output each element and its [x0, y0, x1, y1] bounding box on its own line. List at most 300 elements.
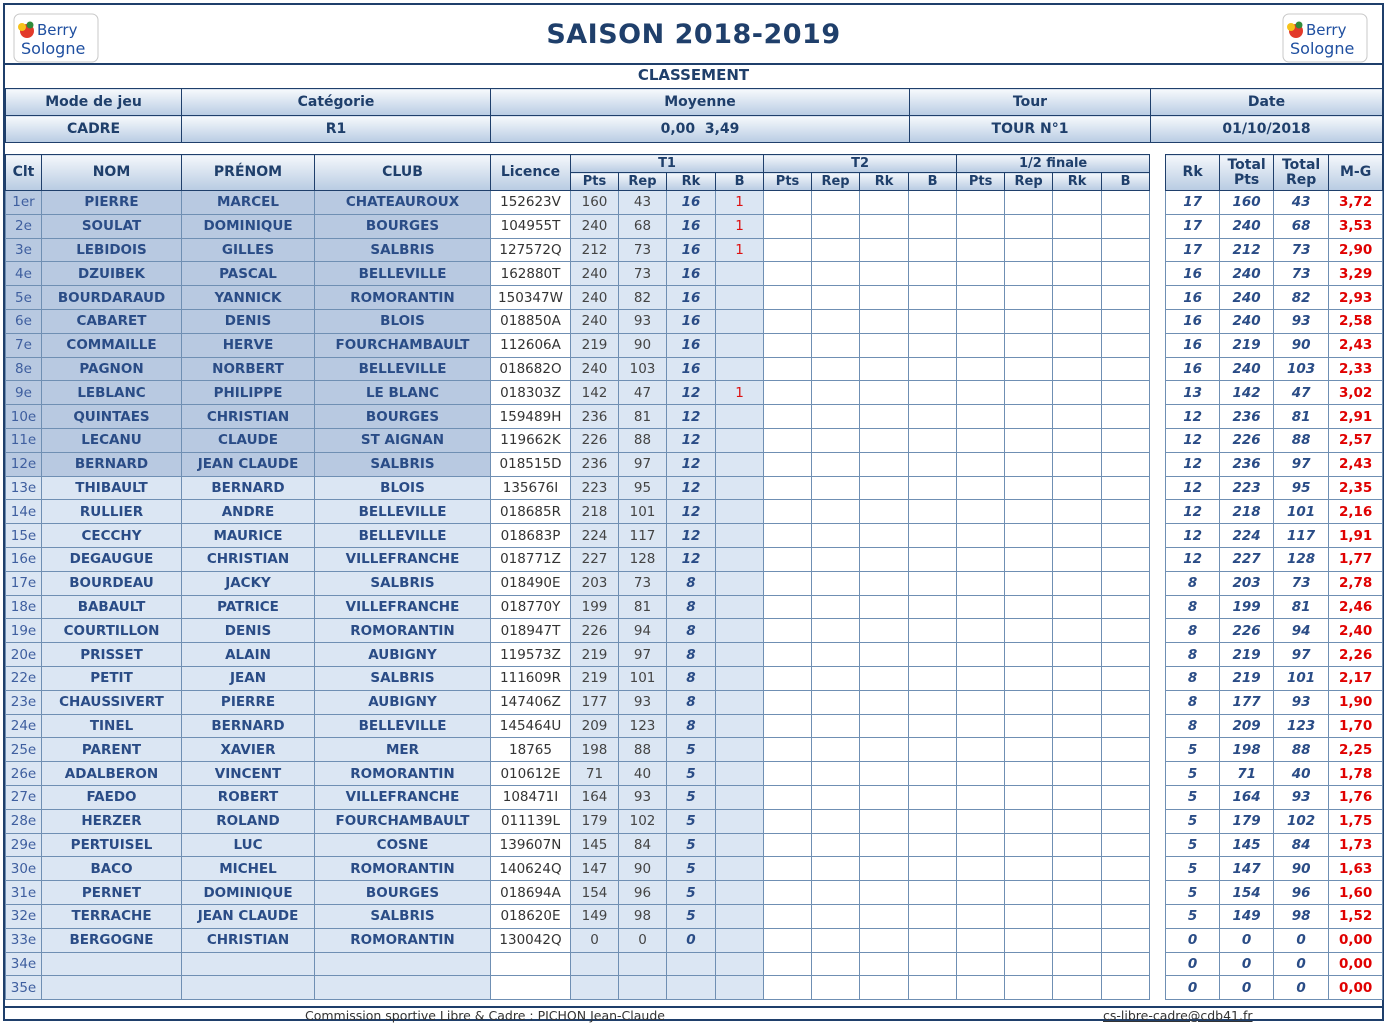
rk-total-cell: 16	[1166, 357, 1220, 381]
club-cell: ROMORANTIN	[315, 619, 491, 643]
nom-cell: BOURDARAUD	[42, 286, 182, 310]
t2-b-cell	[909, 286, 957, 310]
prenom-cell: PASCAL	[182, 262, 315, 286]
half-pts-cell	[957, 428, 1005, 452]
table-row	[6, 476, 1383, 500]
half-b-cell	[1102, 476, 1150, 500]
gap-cell	[1150, 524, 1166, 548]
t1-rk-cell: 12	[667, 381, 716, 405]
t2-pts-cell	[764, 952, 812, 976]
rk-total-cell: 5	[1166, 881, 1220, 905]
gap-cell	[1150, 714, 1166, 738]
t2-rep-cell	[812, 476, 860, 500]
t1-rep-cell: 73	[619, 262, 667, 286]
gap-cell	[1150, 405, 1166, 429]
t1-pts-cell: 240	[571, 357, 619, 381]
prenom-cell: BERNARD	[182, 714, 315, 738]
rank-cell: 7e	[6, 333, 42, 357]
t1-rep-cell: 73	[619, 571, 667, 595]
rank-cell: 4e	[6, 262, 42, 286]
total-rep-cell: 96	[1274, 881, 1329, 905]
t1-pts-cell: 240	[571, 309, 619, 333]
t1-pts-cell: 227	[571, 547, 619, 571]
club-cell: SALBRIS	[315, 571, 491, 595]
t1-rk-cell: 5	[667, 833, 716, 857]
nom-cell: BACO	[42, 857, 182, 881]
half-pts-cell	[957, 476, 1005, 500]
total-pts-cell: 71	[1220, 762, 1274, 786]
t2-pts-cell	[764, 904, 812, 928]
nom-cell: THIBAULT	[42, 476, 182, 500]
info-label-date: Date	[1151, 89, 1383, 116]
t2-rk-cell	[860, 547, 909, 571]
t1-rk-cell: 8	[667, 619, 716, 643]
t2-b-cell	[909, 405, 957, 429]
prenom-cell: MAURICE	[182, 524, 315, 548]
t2-b-cell	[909, 714, 957, 738]
rank-cell: 28e	[6, 809, 42, 833]
half-b-cell	[1102, 785, 1150, 809]
rank-cell: 23e	[6, 690, 42, 714]
club-cell: BELLEVILLE	[315, 262, 491, 286]
club-cell: BOURGES	[315, 405, 491, 429]
club-cell: AUBIGNY	[315, 643, 491, 667]
half-rk-cell	[1053, 262, 1102, 286]
half-rk-cell	[1053, 785, 1102, 809]
t1-rep-cell: 123	[619, 714, 667, 738]
gap-cell	[1150, 571, 1166, 595]
col-header-nom: NOM	[42, 155, 182, 191]
t1-pts-cell: 145	[571, 833, 619, 857]
t1-pts-cell: 236	[571, 452, 619, 476]
total-pts-line2: Pts	[1233, 171, 1260, 188]
t1-rep-cell: 40	[619, 762, 667, 786]
total-rep-cell: 102	[1274, 809, 1329, 833]
t1-b-cell	[716, 690, 764, 714]
nom-cell: PERNET	[42, 881, 182, 905]
half-pts-cell	[957, 238, 1005, 262]
t2-rep-cell	[812, 381, 860, 405]
total-pts-cell: 147	[1220, 857, 1274, 881]
rank-cell: 22e	[6, 666, 42, 690]
t1-rk-cell: 12	[667, 405, 716, 429]
t1-pts-cell: 212	[571, 238, 619, 262]
total-rep-cell: 88	[1274, 738, 1329, 762]
rk-total-cell: 16	[1166, 286, 1220, 310]
club-cell: VILLEFRANCHE	[315, 547, 491, 571]
half-rep-header: Rep	[1005, 173, 1053, 191]
table-row	[6, 286, 1383, 310]
rk-total-cell: 5	[1166, 809, 1220, 833]
t2-rep-cell	[812, 714, 860, 738]
half-rk-cell	[1053, 976, 1102, 1000]
half-rk-cell	[1053, 881, 1102, 905]
half-pts-cell	[957, 785, 1005, 809]
t2-b-cell	[909, 333, 957, 357]
total-rep-cell: 0	[1274, 952, 1329, 976]
total-rep-cell: 93	[1274, 785, 1329, 809]
t1-pts-cell	[571, 976, 619, 1000]
t1-pts-cell: 164	[571, 785, 619, 809]
rk-total-cell: 0	[1166, 928, 1220, 952]
gap-cell	[1150, 904, 1166, 928]
rk-total-cell: 5	[1166, 904, 1220, 928]
t2-rep-cell	[812, 286, 860, 310]
half-rk-cell	[1053, 428, 1102, 452]
total-pts-cell: 160	[1220, 191, 1274, 215]
half-b-cell	[1102, 904, 1150, 928]
club-cell: ST AIGNAN	[315, 428, 491, 452]
mg-cell: 1,75	[1329, 809, 1383, 833]
prenom-cell: ROBERT	[182, 785, 315, 809]
info-label-average: Moyenne	[491, 89, 910, 116]
club-cell: VILLEFRANCHE	[315, 595, 491, 619]
club-cell: BLOIS	[315, 309, 491, 333]
t2-rk-cell	[860, 952, 909, 976]
t1-b-cell	[716, 286, 764, 310]
rk-total-cell: 12	[1166, 500, 1220, 524]
t2-rk-cell	[860, 809, 909, 833]
half-rep-cell	[1005, 286, 1053, 310]
rank-cell: 14e	[6, 500, 42, 524]
t1-pts-cell: 219	[571, 643, 619, 667]
half-pts-cell	[957, 714, 1005, 738]
t2-b-cell	[909, 833, 957, 857]
t2-b-cell	[909, 476, 957, 500]
t1-rk-cell: 16	[667, 191, 716, 215]
half-b-cell	[1102, 857, 1150, 881]
rk-total-cell: 17	[1166, 214, 1220, 238]
total-rep-cell: 90	[1274, 857, 1329, 881]
page-title: SAISON 2018-2019	[546, 19, 841, 50]
t2-b-cell	[909, 762, 957, 786]
t2-rep-cell	[812, 619, 860, 643]
t2-pts-cell	[764, 286, 812, 310]
half-pts-cell	[957, 333, 1005, 357]
total-rep-cell: 101	[1274, 666, 1329, 690]
gap-cell	[1150, 952, 1166, 976]
logo-word-2: Sologne	[21, 39, 86, 58]
t1-b-cell	[716, 405, 764, 429]
nom-cell: BERNARD	[42, 452, 182, 476]
mg-cell: 3,29	[1329, 262, 1383, 286]
licence-cell: 108471I	[491, 785, 571, 809]
t2-pts-cell	[764, 857, 812, 881]
licence-cell: 018620E	[491, 904, 571, 928]
half-rk-cell	[1053, 904, 1102, 928]
prenom-cell: CHRISTIAN	[182, 928, 315, 952]
footer-email-link[interactable]: cs-libre-cadre@cdb41.fr	[1103, 1008, 1253, 1023]
t2-rk-cell	[860, 286, 909, 310]
prenom-cell	[182, 952, 315, 976]
t2-rep-cell	[812, 452, 860, 476]
licence-cell: 18765	[491, 738, 571, 762]
t2-pts-cell	[764, 738, 812, 762]
half-rk-cell	[1053, 571, 1102, 595]
t1-rk-cell: 8	[667, 714, 716, 738]
total-rep-line2: Rep	[1285, 171, 1317, 188]
prenom-cell: XAVIER	[182, 738, 315, 762]
t2-rk-cell	[860, 690, 909, 714]
t2-pts-cell	[764, 357, 812, 381]
total-pts-cell: 219	[1220, 643, 1274, 667]
rank-cell: 6e	[6, 309, 42, 333]
t2-b-cell	[909, 904, 957, 928]
info-labels-row	[6, 89, 1383, 116]
total-rep-cell: 128	[1274, 547, 1329, 571]
t2-pts-cell	[764, 595, 812, 619]
half-pts-cell	[957, 762, 1005, 786]
total-pts-cell: 209	[1220, 714, 1274, 738]
half-rep-cell	[1005, 904, 1053, 928]
club-cell: FOURCHAMBAULT	[315, 809, 491, 833]
total-rep-cell: 0	[1274, 928, 1329, 952]
t2-rk-cell	[860, 833, 909, 857]
licence-cell: 018515D	[491, 452, 571, 476]
club-cell: BOURGES	[315, 881, 491, 905]
total-rep-cell: 73	[1274, 571, 1329, 595]
nom-cell: PARENT	[42, 738, 182, 762]
rk-total-cell: 0	[1166, 976, 1220, 1000]
t2-pts-header: Pts	[764, 173, 812, 191]
t2-rk-cell	[860, 714, 909, 738]
t2-pts-cell	[764, 476, 812, 500]
half-b-cell	[1102, 238, 1150, 262]
prenom-cell: HERVE	[182, 333, 315, 357]
half-b-cell	[1102, 214, 1150, 238]
gap-cell	[1150, 619, 1166, 643]
t2-pts-cell	[764, 881, 812, 905]
t1-b-cell	[716, 452, 764, 476]
t2-rk-cell	[860, 643, 909, 667]
club-cell: BLOIS	[315, 476, 491, 500]
t1-b-cell	[716, 357, 764, 381]
title-divider	[5, 63, 1382, 65]
t1-b-cell	[716, 476, 764, 500]
prenom-cell: YANNICK	[182, 286, 315, 310]
gap-cell	[1150, 309, 1166, 333]
table-row	[6, 928, 1383, 952]
half-b-cell	[1102, 619, 1150, 643]
nom-cell: PRISSET	[42, 643, 182, 667]
mg-cell: 2,43	[1329, 452, 1383, 476]
half-pts-cell	[957, 857, 1005, 881]
half-b-cell	[1102, 595, 1150, 619]
t1-rk-cell: 12	[667, 500, 716, 524]
half-rk-cell	[1053, 857, 1102, 881]
nom-cell: PAGNON	[42, 357, 182, 381]
t1-rep-cell: 96	[619, 881, 667, 905]
half-pts-cell	[957, 666, 1005, 690]
half-pts-cell	[957, 738, 1005, 762]
t2-b-cell	[909, 928, 957, 952]
half-b-cell	[1102, 809, 1150, 833]
t1-pts-cell: 240	[571, 286, 619, 310]
header-row-1	[6, 155, 1383, 173]
t1-rep-cell	[619, 976, 667, 1000]
t1-rep-cell: 88	[619, 738, 667, 762]
gap-cell	[1150, 286, 1166, 310]
total-pts-cell: 219	[1220, 333, 1274, 357]
prenom-cell: DENIS	[182, 309, 315, 333]
t2-rep-cell	[812, 690, 860, 714]
half-rk-cell	[1053, 405, 1102, 429]
prenom-cell: PHILIPPE	[182, 381, 315, 405]
half-b-cell	[1102, 191, 1150, 215]
nom-cell	[42, 976, 182, 1000]
t1-rep-cell: 81	[619, 595, 667, 619]
t2-rk-cell	[860, 571, 909, 595]
half-rep-cell	[1005, 452, 1053, 476]
t2-pts-cell	[764, 690, 812, 714]
club-cell: ROMORANTIN	[315, 762, 491, 786]
gap-cell	[1150, 833, 1166, 857]
col-header-rk-total: Rk	[1166, 155, 1220, 191]
t1-pts-cell: 240	[571, 214, 619, 238]
table-row	[6, 381, 1383, 405]
t2-rep-cell	[812, 976, 860, 1000]
rank-cell: 35e	[6, 976, 42, 1000]
t2-rep-cell	[812, 928, 860, 952]
licence-cell: 104955T	[491, 214, 571, 238]
table-row	[6, 619, 1383, 643]
half-rk-header: Rk	[1053, 173, 1102, 191]
mg-cell: 2,33	[1329, 357, 1383, 381]
t1-rk-cell: 8	[667, 595, 716, 619]
t2-rk-cell	[860, 357, 909, 381]
t2-b-cell	[909, 571, 957, 595]
rk-total-cell: 16	[1166, 333, 1220, 357]
t2-b-cell	[909, 262, 957, 286]
mg-cell: 2,35	[1329, 476, 1383, 500]
t1-rk-cell: 5	[667, 809, 716, 833]
prenom-cell: JACKY	[182, 571, 315, 595]
mg-cell: 1,78	[1329, 762, 1383, 786]
rk-total-cell: 0	[1166, 952, 1220, 976]
nom-cell: PETIT	[42, 666, 182, 690]
licence-cell: 147406Z	[491, 690, 571, 714]
club-cell	[315, 976, 491, 1000]
gap-cell	[1150, 238, 1166, 262]
prenom-cell: JEAN	[182, 666, 315, 690]
t2-pts-cell	[764, 333, 812, 357]
t2-rep-cell	[812, 405, 860, 429]
t1-pts-cell: 223	[571, 476, 619, 500]
t2-rep-cell	[812, 524, 860, 548]
t2-rep-cell	[812, 357, 860, 381]
t1-pts-cell: 224	[571, 524, 619, 548]
club-cell: VILLEFRANCHE	[315, 785, 491, 809]
t1-rep-cell: 90	[619, 333, 667, 357]
total-rep-cell: 93	[1274, 309, 1329, 333]
t2-b-cell	[909, 238, 957, 262]
ranking-rows	[6, 191, 1383, 1000]
prenom-cell: ALAIN	[182, 643, 315, 667]
t2-rep-cell	[812, 191, 860, 215]
t1-rep-cell: 68	[619, 214, 667, 238]
rank-cell: 30e	[6, 857, 42, 881]
half-rk-cell	[1053, 381, 1102, 405]
t2-rep-cell	[812, 762, 860, 786]
half-rk-cell	[1053, 595, 1102, 619]
total-pts-cell: 218	[1220, 500, 1274, 524]
table-row	[6, 762, 1383, 786]
t1-b-cell	[716, 714, 764, 738]
half-b-cell	[1102, 309, 1150, 333]
t2-pts-cell	[764, 833, 812, 857]
half-rk-cell	[1053, 619, 1102, 643]
licence-cell: 139607N	[491, 833, 571, 857]
half-b-cell	[1102, 357, 1150, 381]
half-rep-cell	[1005, 333, 1053, 357]
t1-rk-cell: 16	[667, 238, 716, 262]
t1-pts-cell: 142	[571, 381, 619, 405]
nom-cell: CABARET	[42, 309, 182, 333]
mg-cell: 1,76	[1329, 785, 1383, 809]
licence-cell: 152623V	[491, 191, 571, 215]
total-pts-cell: 236	[1220, 452, 1274, 476]
table-row	[6, 881, 1383, 905]
table-row	[6, 500, 1383, 524]
half-rk-cell	[1053, 357, 1102, 381]
rank-cell: 12e	[6, 452, 42, 476]
half-rep-cell	[1005, 619, 1053, 643]
licence-cell: 018490E	[491, 571, 571, 595]
club-cell: AUBIGNY	[315, 690, 491, 714]
t2-rk-cell	[860, 238, 909, 262]
t1-b-cell	[716, 785, 764, 809]
total-rep-cell: 103	[1274, 357, 1329, 381]
gap-cell	[1150, 357, 1166, 381]
half-rk-cell	[1053, 333, 1102, 357]
t1-b-cell	[716, 904, 764, 928]
half-pts-cell	[957, 928, 1005, 952]
prenom-cell: MARCEL	[182, 191, 315, 215]
t1-rep-cell: 93	[619, 309, 667, 333]
mg-cell: 1,90	[1329, 690, 1383, 714]
half-pts-cell	[957, 833, 1005, 857]
t2-pts-cell	[764, 309, 812, 333]
rank-cell: 3e	[6, 238, 42, 262]
rk-total-cell: 8	[1166, 619, 1220, 643]
t2-rep-cell	[812, 738, 860, 762]
t1-rk-cell	[667, 952, 716, 976]
half-rk-cell	[1053, 714, 1102, 738]
t1-pts-cell: 219	[571, 333, 619, 357]
half-pts-cell	[957, 690, 1005, 714]
half-rep-cell	[1005, 857, 1053, 881]
col-header-prenom: PRÉNOM	[182, 155, 315, 191]
total-pts-cell: 226	[1220, 428, 1274, 452]
t1-b-cell: 1	[716, 214, 764, 238]
info-value-average: 0,00 3,49	[491, 116, 910, 143]
club-cell: SALBRIS	[315, 452, 491, 476]
t1-rep-cell: 88	[619, 428, 667, 452]
t2-rep-cell	[812, 428, 860, 452]
licence-cell: 018303Z	[491, 381, 571, 405]
rank-cell: 18e	[6, 595, 42, 619]
half-pts-cell	[957, 976, 1005, 1000]
half-b-cell	[1102, 452, 1150, 476]
t2-pts-cell	[764, 547, 812, 571]
rank-cell: 1er	[6, 191, 42, 215]
prenom-cell: CLAUDE	[182, 428, 315, 452]
t1-b-cell	[716, 809, 764, 833]
total-rep-cell: 81	[1274, 595, 1329, 619]
total-rep-cell: 97	[1274, 452, 1329, 476]
mg-cell: 1,70	[1329, 714, 1383, 738]
prenom-cell: PIERRE	[182, 690, 315, 714]
